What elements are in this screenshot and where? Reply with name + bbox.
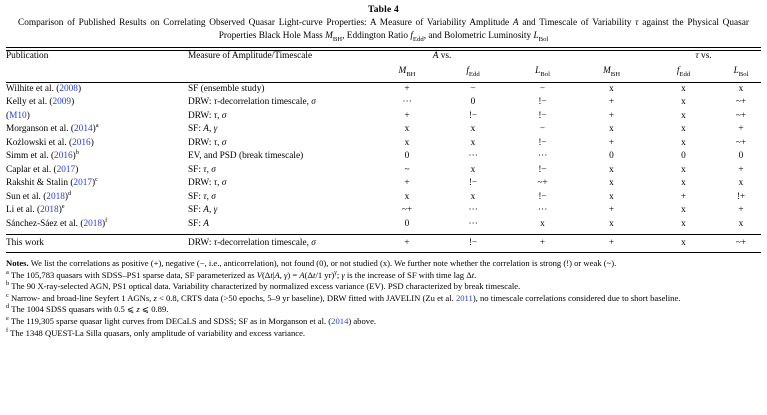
notes-paragraph xyxy=(6,258,761,270)
row-cell-5: + xyxy=(738,164,744,175)
row-cell-5: ~+ xyxy=(735,110,747,121)
table-row xyxy=(6,204,761,217)
row-cell-5: x xyxy=(738,84,744,94)
row-cell-0: + xyxy=(404,178,410,189)
row-paren-close: ) xyxy=(72,151,76,162)
footnote-e-citation-link[interactable]: 2014 xyxy=(331,315,349,326)
row-publication xyxy=(6,218,188,231)
row-footnote-mark: f xyxy=(105,216,108,224)
this-work-measure: DRW: τ-decorrelation timescale, σ xyxy=(188,237,316,248)
row-paren-open: ( xyxy=(43,191,47,202)
row-year-link[interactable]: 2008 xyxy=(59,84,78,94)
row-publication xyxy=(6,137,188,150)
footnote-a-mark: a xyxy=(6,268,9,276)
table-row xyxy=(6,110,761,123)
row-cell-1: x xyxy=(470,124,476,135)
footnote-f-mark: f xyxy=(6,326,9,334)
header-group-tau: τ vs. xyxy=(695,51,712,61)
row-cell-1: ⋯ xyxy=(468,151,478,162)
row-paren-close: ) xyxy=(92,124,96,135)
table-row xyxy=(6,123,761,136)
row-author: Rakshit & Stalin xyxy=(6,178,71,189)
row-cell-2: ⋯ xyxy=(537,205,548,216)
row-year-link[interactable]: M10 xyxy=(9,110,27,121)
table-bottom-rule xyxy=(6,252,761,253)
row-year-link[interactable]: 2017 xyxy=(73,178,93,189)
row-author: Sánchez-Sáez et al. xyxy=(6,218,81,229)
footnote-c-citation-link[interactable]: 2011 xyxy=(455,292,473,303)
row-cell-3: x xyxy=(609,84,614,94)
row-paren-open: ( xyxy=(80,218,84,229)
row-author: Li et al. xyxy=(6,205,37,216)
row-cell-2: − xyxy=(539,84,546,94)
row-cell-2: !− xyxy=(538,137,547,148)
row-paren-close: ) xyxy=(102,218,106,229)
row-author: Kożlowski et al. xyxy=(6,137,69,148)
footnote-d-mark: d xyxy=(6,303,10,311)
footnote-d xyxy=(6,304,761,316)
row-cell-2: !− xyxy=(538,97,547,108)
row-measure: SF: A, γ xyxy=(188,124,218,135)
row-year-link[interactable]: 2016 xyxy=(54,151,73,162)
row-paren-close: ) xyxy=(77,84,82,94)
row-paren-open: ( xyxy=(36,205,41,216)
row-paren-open: ( xyxy=(70,124,75,135)
row-publication xyxy=(6,177,188,190)
footnote-c xyxy=(6,293,761,305)
row-cell-0: 0 xyxy=(404,218,410,229)
row-measure: EV, and PSD (break timescale) xyxy=(188,151,304,162)
row-cell-4: x xyxy=(681,97,686,108)
row-measure: DRW: τ-decorrelation timescale, σ xyxy=(188,97,316,108)
footnote-b-mark: b xyxy=(6,280,10,288)
row-paren-open: ( xyxy=(49,97,53,108)
row-author: Caplar et al. xyxy=(6,164,54,175)
this-work-cell-4: x xyxy=(681,237,686,248)
notes-label: Notes. xyxy=(6,257,29,268)
footnote-a-formula: V(Δt|A, γ) = A(Δt/1 yr)$^\gamma$ xyxy=(256,268,337,280)
footnote-a-text: The 105,783 quasars with SDSS–PS1 sparse data, SF parameterized as xyxy=(10,269,257,280)
row-cell-5: x xyxy=(738,218,744,229)
this-work-cell-2: + xyxy=(539,237,546,248)
header-column-row xyxy=(6,66,761,82)
header-col-lbol-timescale: $L_{Bol}$ xyxy=(733,66,749,78)
row-cell-3: 0 xyxy=(609,151,614,162)
row-measure: DRW: τ, σ xyxy=(188,110,227,121)
row-cell-4: x xyxy=(681,137,686,148)
header-col-fedd-timescale: $f_{Edd}$ xyxy=(676,66,691,78)
row-cell-3: x xyxy=(609,191,614,202)
row-cell-4: x xyxy=(681,84,686,94)
header-col-mbh-timescale: $M_{BH}$ xyxy=(602,66,621,78)
row-cell-1: ⋯ xyxy=(468,218,478,229)
row-footnote-mark: e xyxy=(61,202,65,210)
row-cell-4: x xyxy=(681,110,686,121)
row-cell-0: x xyxy=(404,124,410,135)
row-cell-0: ⋯ xyxy=(402,97,412,108)
footnote-b-text: The 90 X-ray-selected AGN, PS1 optical data. Variability characterized by normalized excess variance (EV). PSD characterized by break timescale. xyxy=(11,281,521,292)
row-cell-4: x xyxy=(681,205,686,216)
row-publication xyxy=(6,96,188,109)
footnote-f-text: The 1348 QUEST-La Silla quasars, only amplitude of variability and excess variance. xyxy=(10,327,306,338)
table-row xyxy=(6,137,761,150)
row-cell-5: + xyxy=(738,124,744,135)
table-row xyxy=(6,83,761,96)
row-author: Simm et al. xyxy=(6,151,51,162)
row-year-link[interactable]: 2018 xyxy=(40,205,59,216)
footnote-f xyxy=(6,328,761,340)
row-year-link[interactable]: 2017 xyxy=(56,164,76,175)
row-cell-5: 0 xyxy=(738,151,744,162)
table-row-this-work xyxy=(6,235,761,252)
table-row xyxy=(6,177,761,190)
row-cell-0: ~+ xyxy=(401,205,413,216)
footnote-c-mark: c xyxy=(6,291,9,299)
row-cell-2: − xyxy=(539,124,546,135)
notes-body: We list the correlations as positive (+), negative (−, i.e., anticorrelation), not found (0), or not studied (x). We further note whether the correlation is strong (!) or weak (~). xyxy=(30,257,617,268)
table-row xyxy=(6,150,761,163)
row-paren-open: ( xyxy=(56,84,60,94)
row-cell-5: x xyxy=(738,178,744,189)
footnote-a-tail: ; γ is the increase of SF with time lag Δt. xyxy=(336,269,477,280)
comparison-table-body xyxy=(6,83,761,231)
row-measure: SF (ensemble study) xyxy=(188,84,265,94)
row-cell-4: x xyxy=(681,178,686,189)
row-measure: SF: τ, σ xyxy=(188,191,216,202)
row-paren-open: ( xyxy=(69,137,73,148)
row-cell-2: ~+ xyxy=(537,178,548,189)
row-cell-3: x xyxy=(609,164,614,175)
row-paren-open: ( xyxy=(50,151,55,162)
header-col-fedd-amplitude: $f_{Edd}$ xyxy=(466,66,480,78)
row-cell-4: x xyxy=(681,218,686,229)
row-cell-5: ~+ xyxy=(735,97,747,108)
row-year-link[interactable]: 2009 xyxy=(52,97,72,108)
row-cell-1: !− xyxy=(468,110,478,121)
header-measure: Measure of Amplitude/Timescale xyxy=(188,51,313,61)
row-footnote-mark: b xyxy=(75,149,79,157)
footnote-e xyxy=(6,316,761,328)
row-measure: DRW: τ, σ xyxy=(188,137,227,148)
table-row xyxy=(6,218,761,231)
row-cell-5: ~+ xyxy=(735,137,747,148)
row-paren-open: ( xyxy=(6,110,10,121)
row-footnote-mark: c xyxy=(95,176,98,184)
row-cell-5: + xyxy=(738,205,744,216)
row-author: Wilhite et al. xyxy=(6,84,57,94)
row-publication xyxy=(6,204,188,217)
footnote-b xyxy=(6,281,761,293)
row-paren-close: ) xyxy=(26,110,30,121)
row-cell-1: x xyxy=(470,164,476,175)
header-col-mbh-amplitude: $M_{BH}$ xyxy=(398,66,416,78)
table-caption: Comparison of Published Results on Correlating Observed Quasar Light-curve Properties: A Measure of Variability Amplitude A and Timescale of Variability τ against the Physical Quasar Properties Black Hole Mass $M_{BH}$, Eddington Ratio $f_{Edd}$, and Bolometric Luminosity $L_{Bol}$ xyxy=(18,18,749,43)
row-year-link[interactable]: 2018 xyxy=(83,218,103,229)
table-row xyxy=(6,191,761,204)
row-cell-0: x xyxy=(404,137,410,148)
footnote-c-text: Narrow- and broad-line Seyfert 1 AGNs, z < 0.8, CRTS data (>50 epochs, 5–9 yr baseline), DRW fitted with JAVELIN (Zu et al. xyxy=(11,292,456,303)
row-paren-close: ) xyxy=(58,205,62,216)
this-work-cell-5: ~+ xyxy=(735,237,747,248)
row-year-link[interactable]: 2014 xyxy=(74,124,93,135)
row-cell-4: + xyxy=(680,191,687,202)
row-cell-3: + xyxy=(608,97,615,108)
row-measure: SF: A xyxy=(188,218,209,229)
header-group-a: A vs. xyxy=(432,51,452,61)
table-body xyxy=(6,83,761,231)
row-author: Kelly et al. xyxy=(6,97,50,108)
row-cell-1: 0 xyxy=(470,97,476,108)
row-cell-3: + xyxy=(608,110,615,121)
header-group-row xyxy=(6,51,761,66)
row-paren-close: ) xyxy=(92,178,96,189)
row-cell-0: x xyxy=(404,191,410,202)
row-cell-1: − xyxy=(470,84,476,94)
row-paren-close: ) xyxy=(64,191,68,202)
row-cell-1: x xyxy=(470,191,476,202)
row-measure: DRW: τ, σ xyxy=(188,178,227,189)
row-paren-close: ) xyxy=(75,164,79,175)
footnote-a xyxy=(6,270,761,282)
row-paren-close: ) xyxy=(90,137,94,148)
row-cell-2: ⋯ xyxy=(537,151,548,162)
header-col-lbol-amplitude: $L_{Bol}$ xyxy=(535,66,550,78)
row-cell-1: !− xyxy=(468,178,478,189)
this-work-publication: This work xyxy=(6,237,44,248)
row-cell-2: !− xyxy=(538,164,547,175)
row-paren-open: ( xyxy=(70,178,74,189)
table-row xyxy=(6,164,761,177)
row-cell-3: x xyxy=(609,124,614,135)
row-paren-open: ( xyxy=(53,164,57,175)
row-cell-3: + xyxy=(608,137,615,148)
row-cell-3: x xyxy=(609,178,614,189)
row-cell-0: ~ xyxy=(404,164,410,175)
row-paren-close: ) xyxy=(71,97,75,108)
row-author: Morganson et al. xyxy=(6,124,71,135)
this-work-cell-3: + xyxy=(608,237,615,248)
footnote-e-mark: e xyxy=(6,315,9,323)
row-cell-4: 0 xyxy=(681,151,686,162)
row-cell-2: x xyxy=(540,218,545,229)
row-footnote-mark: d xyxy=(68,189,72,197)
row-cell-0: + xyxy=(404,84,410,94)
this-work-cell-1: !− xyxy=(468,237,478,248)
row-publication xyxy=(6,191,188,204)
row-cell-2: !− xyxy=(538,191,547,202)
row-cell-5: !+ xyxy=(736,191,746,202)
comparison-table xyxy=(6,51,761,82)
row-cell-4: x xyxy=(681,164,686,175)
footnote-c-tail: ), no timescale correlations considered due to short baseline. xyxy=(472,292,681,303)
row-publication xyxy=(6,83,188,96)
row-publication xyxy=(6,150,188,163)
row-author: Sun et al. xyxy=(6,191,44,202)
table-number: Table 4 xyxy=(368,5,399,15)
row-year-link[interactable]: 2016 xyxy=(72,137,91,148)
footnote-d-text: The 1004 SDSS quasars with 0.5 ⩽ z ⩽ 0.89. xyxy=(11,304,169,315)
row-cell-0: + xyxy=(404,110,410,121)
footnote-e-text: The 119,305 sparse quasar light curves from DECaLS and SDSS; SF as in Morganson et al. ( xyxy=(10,315,332,326)
row-footnote-mark: a xyxy=(95,122,99,130)
this-work-table xyxy=(6,235,761,252)
row-publication xyxy=(6,123,188,136)
row-measure: SF: τ, σ xyxy=(188,164,216,175)
notes-section xyxy=(6,258,761,339)
footnote-e-tail: ) above. xyxy=(348,315,377,326)
row-measure: SF: A, γ xyxy=(188,205,218,216)
row-year-link[interactable]: 2018 xyxy=(46,191,65,202)
row-cell-3: x xyxy=(609,218,614,229)
row-cell-2: !− xyxy=(538,110,547,121)
row-cell-3: + xyxy=(608,205,615,216)
row-cell-1: x xyxy=(470,137,476,148)
row-cell-0: 0 xyxy=(404,151,410,162)
row-cell-4: x xyxy=(681,124,686,135)
header-publication: Publication xyxy=(6,51,49,61)
row-cell-1: ⋯ xyxy=(468,205,478,216)
table-row xyxy=(6,96,761,109)
this-work-cell-0: + xyxy=(404,237,410,248)
